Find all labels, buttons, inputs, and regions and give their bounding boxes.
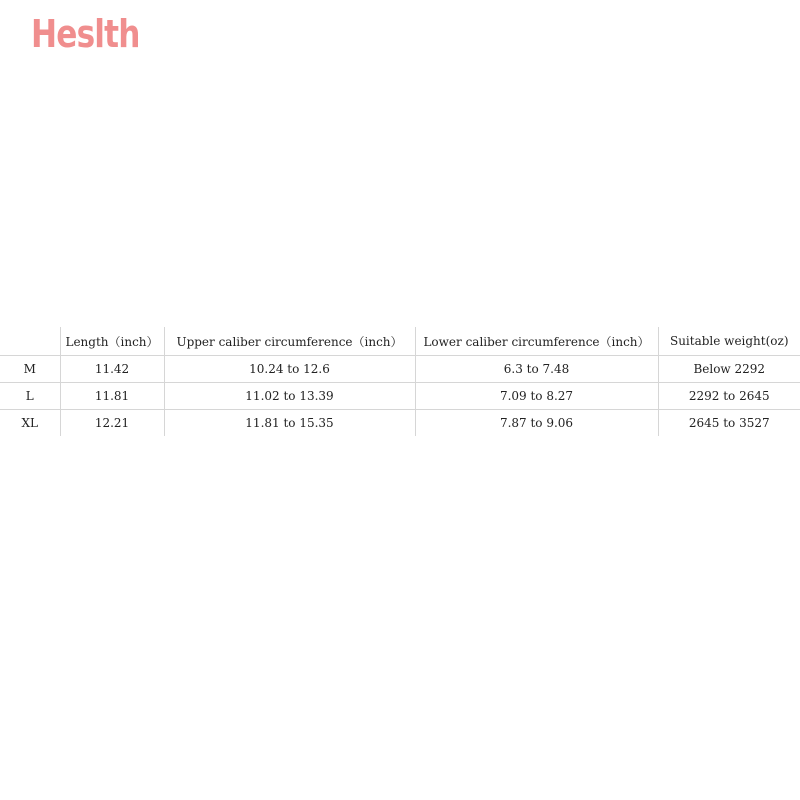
cell-length: 11.42: [60, 356, 164, 383]
cell-upper-circumference: 10.24 to 12.6: [164, 356, 415, 383]
header-suitable-weight: Suitable weight(oz): [658, 327, 800, 356]
cell-lower-circumference: 6.3 to 7.48: [415, 356, 658, 383]
cell-size: XL: [21, 416, 38, 430]
cell-suitable-weight: 2292 to 2645: [658, 383, 800, 410]
table-row: [0, 410, 800, 437]
table-row: [0, 383, 800, 410]
table-row: [0, 356, 800, 383]
cell-lower-circumference: 7.87 to 9.06: [415, 410, 658, 437]
cell-suitable-weight: Below 2292: [658, 356, 800, 383]
cell-lower-circumference: 7.09 to 8.27: [415, 383, 658, 410]
cell-size: M: [0, 356, 60, 383]
header-size: [0, 327, 60, 356]
cell-upper-circumference: 11.02 to 13.39: [164, 383, 415, 410]
cell-length: 11.81: [60, 383, 164, 410]
brand-logo: Heslth: [31, 12, 140, 56]
cell-suitable-weight: 2645 to 3527: [658, 410, 800, 437]
cell-upper-circumference: 11.81 to 15.35: [164, 410, 415, 437]
header-length: Length（inch）: [60, 327, 164, 356]
cell-size: L: [0, 383, 60, 410]
size-chart-table: [0, 327, 800, 436]
table-header-row: [0, 327, 800, 356]
header-lower-circumference: Lower caliber circumference（inch）: [415, 327, 658, 356]
cell-length: 12.21: [60, 410, 164, 437]
header-upper-circumference: Upper caliber circumference（inch）: [164, 327, 415, 356]
